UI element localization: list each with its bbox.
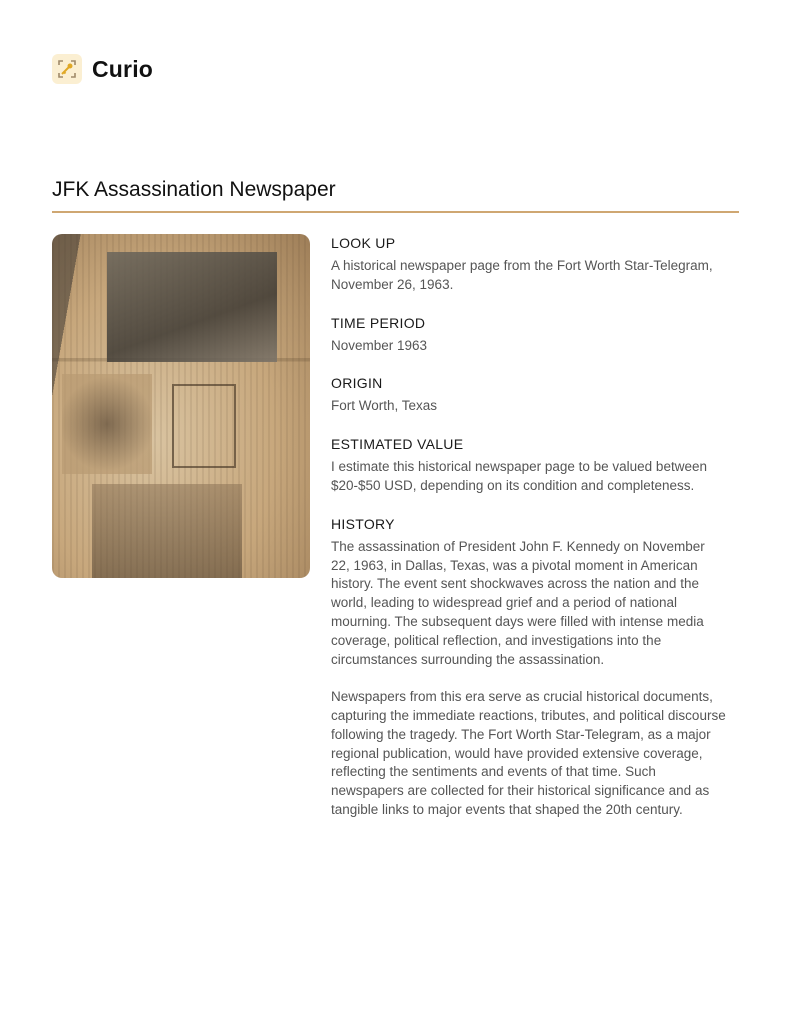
photo-detail	[172, 384, 236, 468]
history-text	[331, 538, 726, 820]
estimated-value-label: ESTIMATED VALUE	[331, 436, 464, 453]
brand-name: Curio	[92, 55, 154, 82]
estimated-value-text: I estimate this historical newspaper page to be valued between $20-$50 USD, depending on its condition and completeness.	[331, 459, 707, 493]
history-paragraph: The assassination of President John F. Kennedy on November 22, 1963, in Dallas, Texas, was a pivotal moment in American history. The event sent shockwaves across the nation and the world, leading to widespread grief and a period of national mourning. The subsequent days were filled with intense media coverage, political reflection, and investigations into the circumstances surrounding the assassination.	[331, 538, 705, 667]
title-divider	[52, 211, 739, 213]
origin-label: ORIGIN	[331, 375, 383, 392]
time-period-text: November 1963	[331, 337, 428, 353]
page-title: JFK Assassination Newspaper	[52, 178, 336, 201]
time-period-label: TIME PERIOD	[331, 314, 426, 331]
lookup-label: LOOK UP	[331, 235, 396, 251]
brand-logo	[52, 54, 153, 84]
photo-detail	[62, 374, 152, 474]
photo-detail	[92, 484, 242, 578]
history-label: HISTORY	[331, 515, 395, 532]
lookup-text: A historical newspaper page from the Fort Worth Star-Telegram, November 26, 1963.	[331, 258, 713, 292]
history-paragraph: Newspapers from this era serve as crucial historical documents, capturing the immediate reactions, tributes, and political discourse following the tragedy. The Fort Worth Star-Telegram, as a major regional publication, would have provided extensive coverage, reflecting the sentiments and events of that time. Such newspapers are collected for their historical significance and as tangible links to major events that shaped the 20th century.	[331, 689, 726, 817]
photo-detail	[107, 252, 277, 362]
key-scan-icon	[52, 54, 82, 84]
newspaper-photo	[52, 234, 310, 578]
origin-text: Fort Worth, Texas	[331, 398, 438, 414]
item-details	[331, 235, 726, 840]
